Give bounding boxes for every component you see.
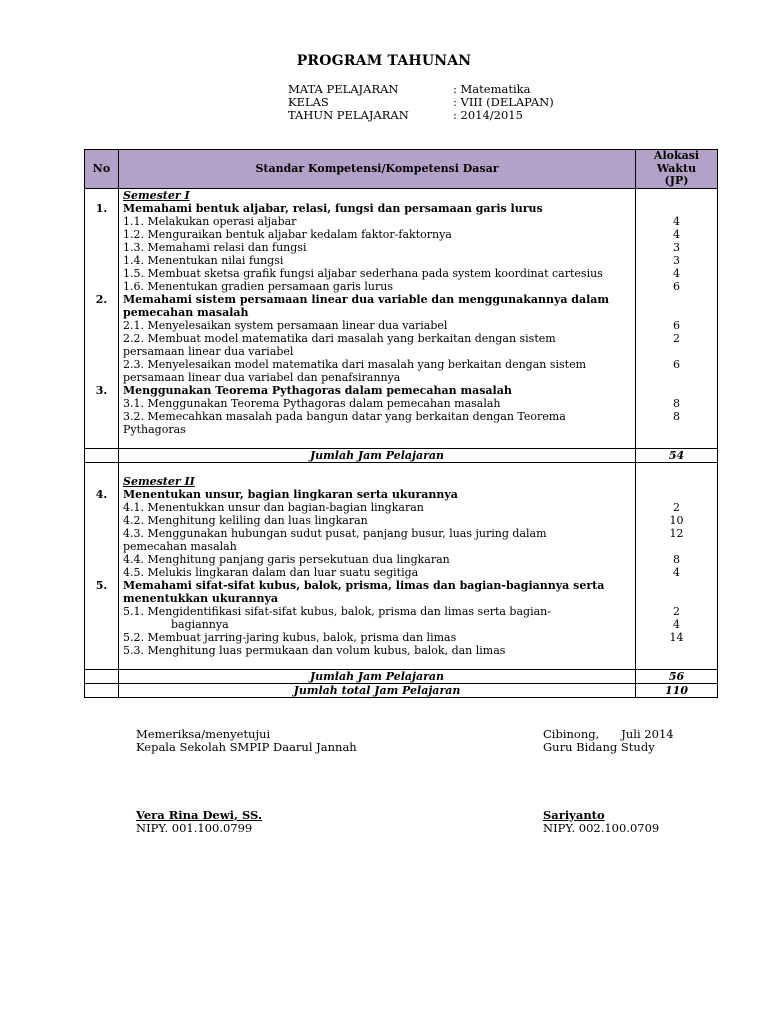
table-row [85, 527, 718, 540]
meta-key: TAHUN PELAJARAN [288, 108, 409, 122]
kd-jp: 4 [636, 228, 718, 241]
table-row [85, 657, 718, 670]
header-no: No [85, 150, 119, 189]
kd-jp: 6 [636, 358, 718, 371]
kd-text: 5.3. Menghitung luas permukaan dan volum kubus, balok, dan limas [119, 644, 636, 657]
kd-text-cont: Pythagoras [119, 423, 636, 436]
kd-jp: 12 [636, 527, 718, 540]
table-row [85, 371, 718, 384]
table-row [85, 358, 718, 371]
table-row [85, 618, 718, 631]
table-row [85, 306, 718, 319]
grand-total-row [85, 684, 718, 698]
table-row [85, 605, 718, 618]
signature-right [543, 728, 674, 835]
table-row [85, 631, 718, 644]
kd-text: 2.3. Menyelesaikan model matematika dari masalah yang berkaitan dengan sistem [119, 358, 636, 371]
approver-nip: NIPY. 001.100.0799 [136, 821, 253, 835]
sk-title: Memahami sistem persamaan linear dua variable dan menggunakannya dalam [119, 293, 636, 306]
kd-text: 4.5. Melukis lingkaran dalam dan luar suatu segitiga [119, 566, 636, 579]
kd-text: 4.4. Menghitung panjang garis persekutuan dua lingkaran [119, 553, 636, 566]
row-number: 3. [85, 384, 119, 397]
kd-jp: 8 [636, 397, 718, 410]
table-row [85, 644, 718, 657]
program-table [84, 149, 718, 698]
table-row [85, 189, 718, 203]
teacher-nip: NIPY. 002.100.0709 [543, 821, 660, 835]
row-number: 1. [85, 202, 119, 215]
kd-text-cont: pemecahan masalah [119, 540, 636, 553]
kd-text: 1.1. Melakukan operasi aljabar [119, 215, 636, 228]
table-row [85, 553, 718, 566]
table-row [85, 384, 718, 397]
kd-text: 5.1. Mengidentifikasi sifat-sifat kubus, balok, prisma dan limas serta bagian- [119, 605, 636, 618]
table-row [85, 319, 718, 332]
subtotal-value: 54 [636, 449, 718, 463]
approver-name: Vera Rina Dewi, SS. [136, 808, 262, 822]
kd-text-cont: bagiannya [119, 618, 636, 631]
subtotal-row [85, 449, 718, 463]
table-row [85, 228, 718, 241]
table-row [85, 423, 718, 436]
kd-text: 1.5. Membuat sketsa grafik fungsi aljabar sederhana pada system koordinat cartesius [119, 267, 636, 280]
teacher-title: Guru Bidang Study [543, 740, 655, 754]
header-alokasi: Alokasi Waktu (JP) [636, 150, 718, 189]
approver-title: Kepala Sekolah SMPIP Daarul Jannah [136, 740, 357, 754]
kd-text: 4.1. Menentukkan unsur dan bagian-bagian lingkaran [119, 501, 636, 514]
kd-text: 4.2. Menghitung keliling dan luas lingkaran [119, 514, 636, 527]
kd-jp: 8 [636, 410, 718, 423]
kd-text: 3.2. Memecahkan masalah pada bangun datar yang berkaitan dengan Teorema [119, 410, 636, 423]
subtotal-label: Jumlah Jam Pelajaran [119, 449, 636, 463]
kd-text-cont: persamaan linear dua variabel [119, 345, 636, 358]
kd-jp: 10 [636, 514, 718, 527]
kd-jp: 3 [636, 241, 718, 254]
table-row [85, 332, 718, 345]
kd-jp: 6 [636, 280, 718, 293]
table-row [85, 579, 718, 592]
row-number: 5. [85, 579, 119, 592]
table-row [85, 215, 718, 228]
kd-jp: 4 [636, 267, 718, 280]
table-row [85, 254, 718, 267]
signature-left [136, 728, 357, 835]
approval-label: Memeriksa/menyetujui [136, 727, 271, 741]
teacher-name: Sariyanto [543, 808, 605, 822]
meta-key: KELAS [288, 95, 329, 109]
table-row [85, 566, 718, 579]
table-row [85, 463, 718, 476]
kd-text: 1.4. Menentukan nilai fungsi [119, 254, 636, 267]
kd-jp: 2 [636, 332, 718, 345]
kd-jp: 4 [636, 566, 718, 579]
kd-text-cont: persamaan linear dua variabel dan penafsirannya [119, 371, 636, 384]
kd-text: 2.1. Menyelesaikan system persamaan linear dua variabel [119, 319, 636, 332]
table-row [85, 267, 718, 280]
table-row [85, 540, 718, 553]
meta-info [288, 83, 554, 122]
kd-text: 2.2. Membuat model matematika dari masalah yang berkaitan dengan sistem [119, 332, 636, 345]
kd-jp: 3 [636, 254, 718, 267]
table-row [85, 514, 718, 527]
grand-total-label: Jumlah total Jam Pelajaran [119, 684, 636, 698]
sk-title-cont: menentukkan ukurannya [119, 592, 636, 605]
table-row [85, 475, 718, 488]
table-row [85, 501, 718, 514]
kd-jp: 4 [636, 215, 718, 228]
meta-key: MATA PELAJARAN [288, 82, 399, 96]
meta-row [288, 109, 554, 122]
semester-label: Semester I [123, 189, 190, 202]
grand-total-value: 110 [636, 684, 718, 698]
table-row [85, 592, 718, 605]
row-number: 2. [85, 293, 119, 306]
table-row [85, 436, 718, 449]
kd-text: 3.1. Menggunakan Teorema Pythagoras dalam pemecahan masalah [119, 397, 636, 410]
sign-date: Juli 2014 [621, 727, 674, 741]
kd-jp: 8 [636, 553, 718, 566]
header-sk: Standar Kompetensi/Kompetensi Dasar [119, 150, 636, 189]
sk-title: Memahami bentuk aljabar, relasi, fungsi dan persamaan garis lurus [119, 202, 636, 215]
subtotal-row [85, 670, 718, 684]
table-row [85, 488, 718, 501]
table-row [85, 293, 718, 306]
kd-jp: 4 [636, 618, 718, 631]
kd-jp [636, 644, 718, 657]
sk-title: Menentukan unsur, bagian lingkaran serta ukurannya [119, 488, 636, 501]
kd-text: 4.3. Menggunakan hubungan sudut pusat, panjang busur, luas juring dalam [119, 527, 636, 540]
table-row [85, 397, 718, 410]
kd-jp: 6 [636, 319, 718, 332]
table-row [85, 345, 718, 358]
table-row [85, 241, 718, 254]
semester-label: Semester II [123, 475, 195, 488]
kd-text: 1.6. Menentukan gradien persamaan garis lurus [119, 280, 636, 293]
subtotal-label: Jumlah Jam Pelajaran [119, 670, 636, 684]
kd-text: 1.2. Menguraikan bentuk aljabar kedalam faktor-faktornya [119, 228, 636, 241]
kd-text: 5.2. Membuat jarring-jaring kubus, balok, prisma dan limas [119, 631, 636, 644]
row-number: 4. [85, 488, 119, 501]
table-row [85, 280, 718, 293]
sk-title-cont: pemecahan masalah [119, 306, 636, 319]
meta-value: : VIII (DELAPAN) [453, 95, 554, 109]
table-header-row [85, 150, 718, 189]
table-row [85, 202, 718, 215]
table-row [85, 410, 718, 423]
kd-jp: 2 [636, 605, 718, 618]
sk-title: Menggunakan Teorema Pythagoras dalam pemecahan masalah [119, 384, 636, 397]
kd-jp: 2 [636, 501, 718, 514]
meta-value: : Matematika [453, 82, 531, 96]
document-title: PROGRAM TAHUNAN [296, 53, 472, 69]
meta-value: : 2014/2015 [453, 108, 523, 122]
subtotal-value: 56 [636, 670, 718, 684]
sk-title: Memahami sifat-sifat kubus, balok, prisma, limas dan bagian-bagiannya serta [119, 579, 636, 592]
kd-jp: 14 [636, 631, 718, 644]
kd-text: 1.3. Memahami relasi dan fungsi [119, 241, 636, 254]
sign-place: Cibinong, [543, 727, 600, 741]
